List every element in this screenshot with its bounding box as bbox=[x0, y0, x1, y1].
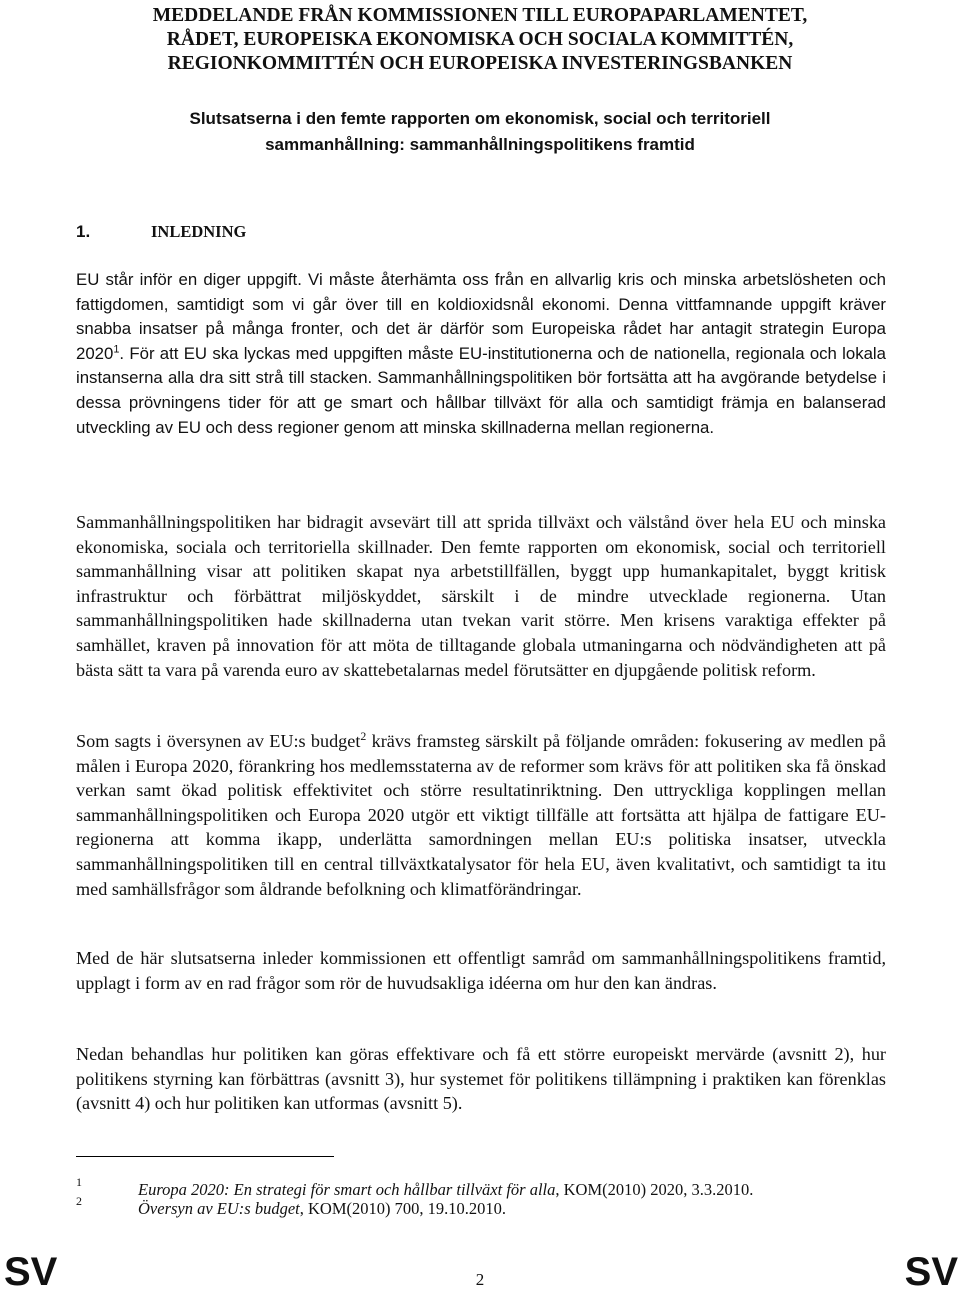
header-line: RÅDET, EUROPEISKA EKONOMISKA OCH SOCIALA KOMMITTÉN, bbox=[166, 29, 794, 50]
paragraph-text: . För att EU ska lyckas med uppgiften måste EU-institutionerna och de nationella, regionala och lokala instanserna alla dra sitt strå till stacken. Sammanhållningspolitiken bör fortsätta att ha avgörande betydelse i dessa prövningens tider för att ge smart och hållbar tillväxt för alla och samtidigt främja en balanserad utveckling av EU och dess regioner genom att minska skillnaderna mellan regionerna. bbox=[76, 343, 886, 437]
footnote-title: Översyn av EU:s budget bbox=[138, 1199, 300, 1218]
paragraph-text: Med de här slutsatserna inleder kommissionen ett offentligt samråd om sammanhållningspolitikens framtid, upplagt i form av en rad frågor som rör de huvudsakliga idéerna om hur den kan ändras. bbox=[76, 948, 886, 993]
footnote-ref[interactable]: 2 bbox=[360, 728, 367, 743]
paragraph-text: Som sagts i översynen av EU:s budget bbox=[76, 731, 361, 751]
footnote-number: 2 bbox=[76, 1194, 82, 1208]
paragraph-text: EU står inför en diger uppgift. Vi måste återhämta oss från en allvarlig kris och minska arbetslösheten och fattigdomen, samtidigt som vi går över till en koldioxidsnål ekonomi. Denna vittfamnande uppgift kräver snabba insatser på många fronter, och det är därför som Europeiska rådet har antagit strategin Europa 2020 bbox=[76, 270, 886, 363]
paragraph-text: krävs framsteg särskilt på följande områden: fokusering av medlen på målen i Europa 2020, förankring hos medlemsstaterna av de reformer som krävs för att politiken ska få önskad verkan samt ökad politisk effektivitet och större resultatinriktning. Den uttryckliga kopplingen mellan sammanhållningspolitiken och Europa 2020 utgör ett viktigt tillfälle att fortsätta att hjälpa de fattigare EU-regionerna att komma ikapp, underlätta samordningen mellan EU:s politiska insatser, utveckla sammanhållningspolitiken till en central tillväxtkatalysator för hela EU, även kvalitativt, och samtidigt ta itu med samhällsfrågor som åldrande befolkning och klimatförändringar. bbox=[76, 731, 886, 899]
page-number: 2 bbox=[475, 1270, 485, 1289]
paragraph-outline bbox=[76, 1042, 886, 1116]
footnote-title: Europa 2020: En strategi för smart och hållbar tillväxt för alla bbox=[138, 1180, 556, 1199]
paragraph-text: Sammanhållningspolitiken har bidragit avsevärt till att sprida tillväxt och välstånd över hela EU och minska ekonomiska, sociala och territoriella skillnader. Den femte rapporten om ekonomisk, social och territoriell sammanhållning visar att politiken skapat nya arbetstillfällen, byggt upp humankapitalet, byggt kritisk infrastruktur och förbättrat miljöskyddet, särskilt i de mindre utvecklade regionerna. Utan sammanhållningspolitiken hade skillnaderna utan tvekan varit större. Men krisens varaktiga effekter på samhället, kraven på innovation för att möta de tilltagande globala utmaningarna och nödvändigheten att på bästa sätt ta vara på varenda euro av skattebetalarnas medel förutsätter en djupgående politisk reform. bbox=[76, 512, 886, 680]
paragraph-intro bbox=[76, 268, 886, 440]
footnote-reference: , KOM(2010) 2020, 3.3.2010. bbox=[555, 1180, 754, 1199]
document-subtitle bbox=[80, 106, 880, 158]
paragraph-cohesion-policy bbox=[76, 510, 886, 682]
paragraph-budget-review bbox=[76, 729, 886, 901]
footnote-ref[interactable]: 1 bbox=[113, 343, 120, 356]
paragraph-consultation bbox=[76, 946, 886, 995]
document-header bbox=[80, 4, 880, 76]
footnote-number: 1 bbox=[76, 1175, 82, 1189]
subtitle-line: sammanhållning: sammanhållningspolitikens framtid bbox=[265, 135, 695, 154]
section-number: 1. bbox=[76, 222, 91, 241]
footnote-divider bbox=[76, 1156, 334, 1157]
paragraph-text: Nedan behandlas hur politiken kan göras effektivare och få ett större europeiskt mervärde (avsnitt 2), hur politikens styrning kan förbättras (avsnitt 3), hur systemet för politikens tillämpning i praktiken kan förenklas (avsnitt 4) och hur politiken kan utformas (avsnitt 5). bbox=[76, 1044, 886, 1114]
subtitle-line: Slutsatserna i den femte rapporten om ekonomisk, social och territoriell bbox=[189, 109, 771, 128]
language-code-left: SV bbox=[4, 1250, 58, 1294]
language-code-right: SV bbox=[904, 1250, 958, 1294]
section-heading bbox=[76, 222, 246, 242]
footnote-text bbox=[138, 1180, 753, 1200]
header-line: REGIONKOMMITTÉN OCH EUROPEISKA INVESTERINGSBANKEN bbox=[167, 53, 793, 74]
header-line: MEDDELANDE FRÅN KOMMISSIONEN TILL EUROPAPARLAMENTET, bbox=[152, 5, 808, 26]
section-title: INLEDNING bbox=[151, 222, 247, 241]
footnote-reference: , KOM(2010) 700, 19.10.2010. bbox=[299, 1199, 506, 1218]
footnote-text bbox=[138, 1199, 506, 1219]
